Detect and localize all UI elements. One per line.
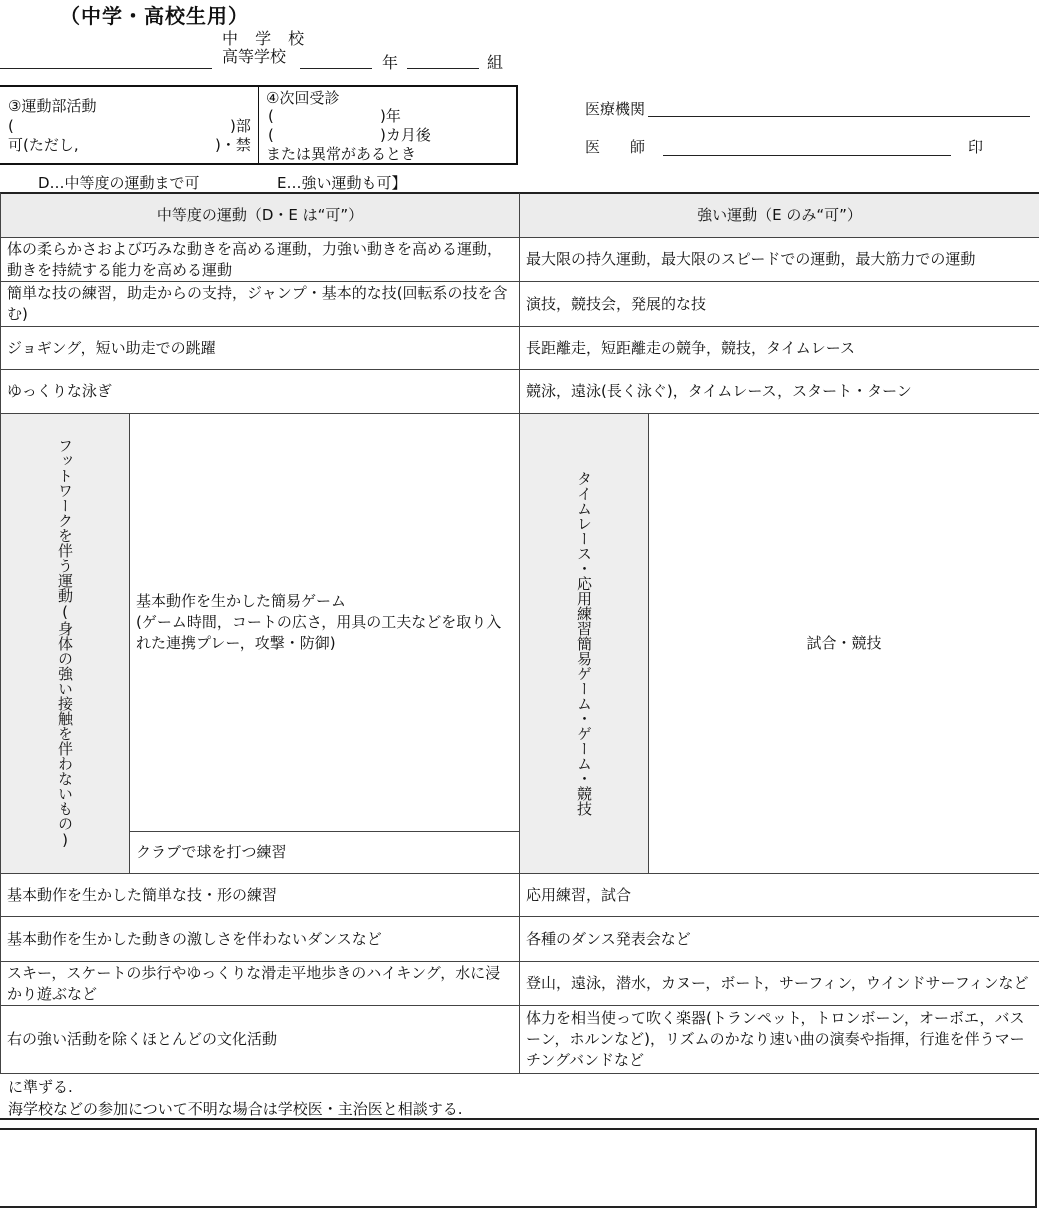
strong-row-7: 登山，遠泳，潜水，カヌー，ボート，サーフィン，ウインドサーフィンなど [519,961,1039,1005]
seal-label: 印 [968,138,984,156]
strong-row-1: 最大限の持久運動，最大限のスピードでの運動，最大筋力での運動 [519,237,1039,281]
year-line[interactable] [300,68,372,69]
institution-line[interactable] [648,116,1030,117]
moderate-row-7: スキー，スケートの歩行やゆっくりな滑走平地歩きのハイキング，水に浸かり遊ぶなど [0,961,519,1005]
form-title: （中学・高校生用） [60,4,249,28]
moderate-club-practice: クラブで球を打つ練習 [129,831,519,873]
club-title: ③運動部活動 [8,97,97,115]
footnote-1: に準ずる. [8,1078,73,1096]
moderate-row-5: 基本動作を生かした簡単な技・形の練習 [0,873,519,916]
moderate-row-2: 簡単な技の練習，助走からの支持，ジャンプ・基本的な技(回転系の技を含む) [0,281,519,326]
legend-d: D…中等度の運動まで可 [38,174,200,192]
strong-ball-side-line1: タイムレース・応用練習 [575,471,593,636]
institution-label: 医療機関 [585,100,646,118]
footnote-2: 海学校などの参加について不明な場合は学校医・主治医と相談する. [8,1100,463,1118]
doctor-label: 医 師 [585,138,646,156]
moderate-ball-side [0,413,129,873]
footnote-rule [0,1118,1039,1120]
moderate-row-4: ゆっくりな泳ぎ [0,369,519,413]
club-suffix: )部 [230,117,251,135]
year-label: 年 [382,53,399,72]
moderate-row-6: 基本動作を生かした動きの激しさを伴わないダンスなど [0,916,519,961]
school-type-high: 高等学校 [222,47,287,66]
strong-row-8: 体力を相当使って吹く楽器(トランペット，トロンボーン，オーボエ，バスーン，ホルンなど)，リズムのかなり速い曲の演奏や指揮，行進を伴うマーチングバンドなど [519,1005,1039,1074]
moderate-ball-game: 基本動作を生かした簡易ゲーム (ゲーム時間，コートの広さ，用具の工夫などを取り入れた連携プレー，攻撃・防御) [129,413,519,831]
legend-e: E…強い運動も可】 [277,174,407,192]
moderate-ball-side-line2: (身体の強い接触を伴わないもの) [56,603,74,849]
club-allowed-suffix: )・禁 [215,136,251,154]
next-visit-open2: ( [268,126,274,144]
next-visit-year: )年 [380,107,401,125]
moderate-header: 中等度の運動（D・E は“可”） [0,192,519,237]
next-visit-title: ④次回受診 [266,89,340,107]
club-open-paren: ( [8,117,14,135]
strong-row-6: 各種のダンス発表会など [519,916,1039,961]
strong-header: 強い運動（E のみ“可”） [519,192,1039,237]
moderate-row-1: 体の柔らかさおよび巧みな動きを高める運動，力強い動きを高める運動，動きを持続する能力を高める運動 [0,237,519,281]
strong-row-2: 演技，競技会，発展的な技 [519,281,1039,326]
moderate-row-3: ジョギング，短い助走での跳躍 [0,326,519,369]
next-visit-abnormal: または異常があるとき [266,145,417,163]
strong-row-4: 競泳，遠泳(長く泳ぐ)，タイムレース，スタート・ターン [519,369,1039,413]
strong-ball-side [519,413,648,873]
moderate-row-8: 右の強い活動を除くほとんどの文化活動 [0,1005,519,1074]
class-label: 組 [487,53,504,72]
strong-ball-main: 試合・競技 [648,413,1039,873]
next-visit-open1: ( [268,107,274,125]
moderate-ball-side-line1: フットワークを伴う運動 [56,438,74,603]
strong-ball-side-line2: 簡易ゲーム・ゲーム・競技 [575,636,593,816]
next-visit-months: )カ月後 [380,126,431,144]
strong-row-3: 長距離走，短距離走の競争，競技，タイムレース [519,326,1039,369]
school-name-line[interactable] [0,68,212,69]
remarks-box[interactable] [0,1128,1037,1208]
club-allowed-prefix: 可(ただし, [8,136,79,154]
doctor-line[interactable] [663,155,951,156]
class-line[interactable] [407,68,479,69]
strong-row-5: 応用練習，試合 [519,873,1039,916]
school-type-junior: 中 学 校 [222,29,311,48]
box-divider [258,87,259,163]
